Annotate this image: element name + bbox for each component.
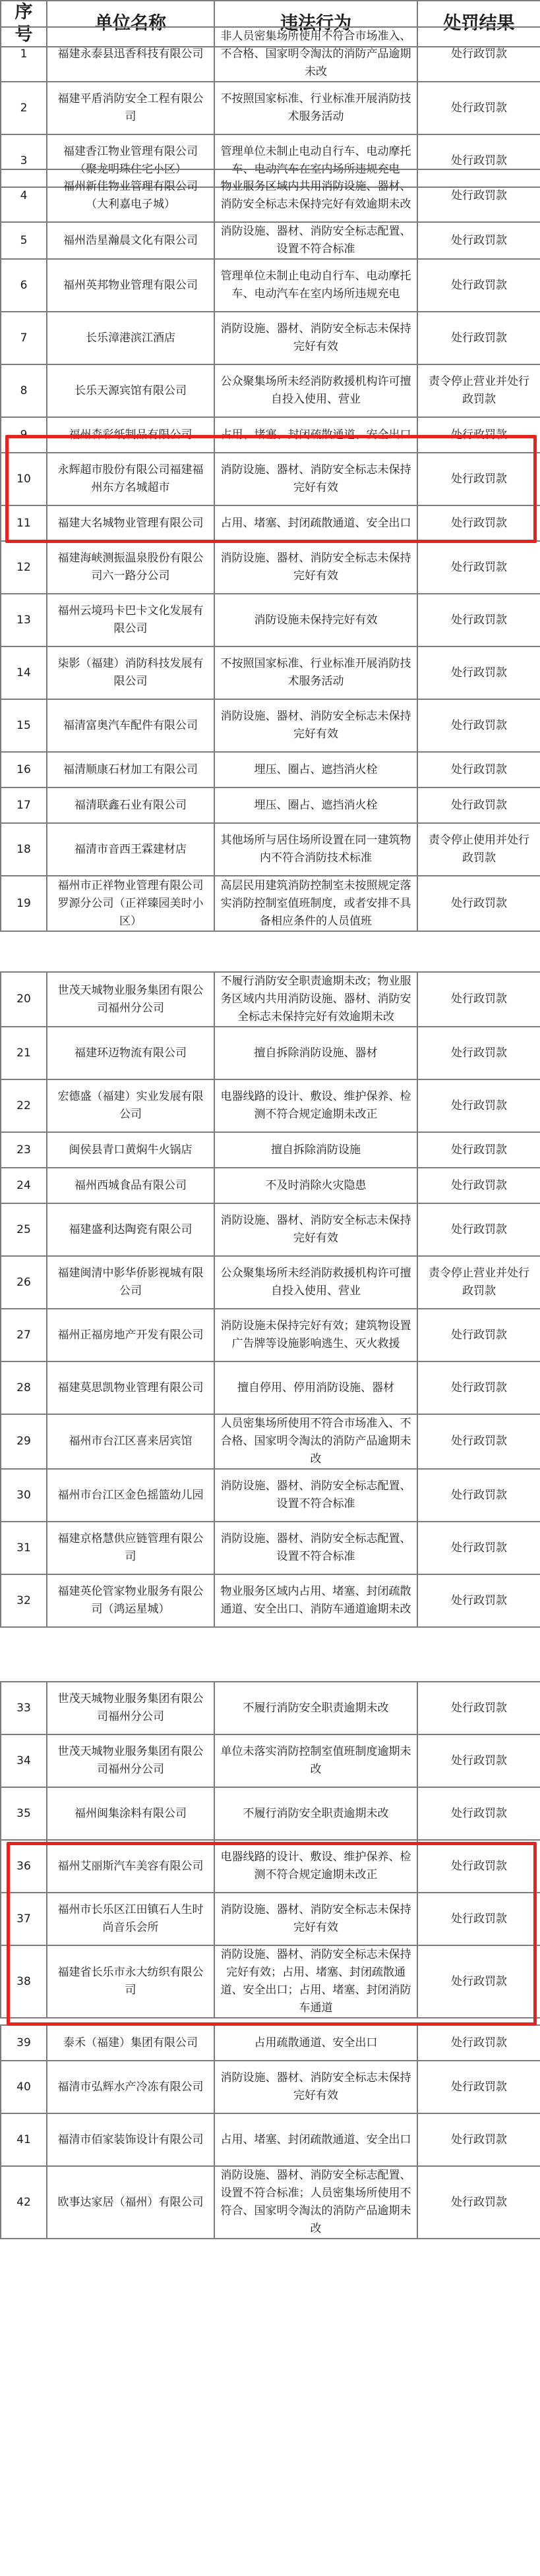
cell-penalty-result: 处行政罚款 bbox=[417, 1574, 540, 1627]
header-unit-name: 单位名称 bbox=[47, 1, 214, 47]
cell-unit-name: 福建环迈物流有限公司 bbox=[47, 1027, 214, 1079]
table-row bbox=[1, 222, 540, 259]
cell-unit-name: 福州西城食品有限公司 bbox=[47, 1168, 214, 1203]
cell-violation: 占用、堵塞、封闭疏散通道、安全出口 bbox=[214, 505, 417, 541]
cell-unit-name: 柒影（福建）消防科技发展有限公司 bbox=[47, 646, 214, 699]
cell-unit-name: 福建香江物业管理有限公司（聚龙明珠住宅小区） bbox=[47, 134, 214, 187]
cell-unit-name: 福州市台江区喜来居宾馆 bbox=[47, 1414, 214, 1469]
cell-violation: 不及时消除火灾隐患 bbox=[214, 1168, 417, 1203]
cell-unit-name: 福州闽集涂料有限公司 bbox=[47, 1787, 214, 1840]
table-row bbox=[1, 646, 540, 699]
cell-penalty-result: 处行政罚款 bbox=[417, 417, 540, 453]
cell-penalty-result: 责令停止营业并处行政罚款 bbox=[417, 364, 540, 417]
table-row bbox=[1, 1469, 540, 1522]
cell-unit-name: 宏德盛（福建）实业发展有限公司 bbox=[47, 1079, 214, 1132]
table-section bbox=[0, 169, 540, 932]
cell-unit-name: 福建闽清中影华侨影视城有限公司 bbox=[47, 1256, 214, 1309]
cell-unit-name: 福州云境玛卡巴卡文化发展有限公司 bbox=[47, 594, 214, 646]
cell-violation: 电器线路的设计、敷设、维护保养、检测不符合规定逾期未改正 bbox=[214, 1840, 417, 1893]
cell-unit-name: 福清市佰家装饰设计有限公司 bbox=[47, 2113, 214, 2166]
cell-unit-name: 福清市弘辉水产冷冻有限公司 bbox=[47, 2061, 214, 2113]
header-violation: 违法行为 bbox=[214, 1, 417, 47]
cell-serial-number: 30 bbox=[1, 1469, 47, 1522]
cell-penalty-result: 处行政罚款 bbox=[417, 312, 540, 364]
cell-violation: 消防设施、器材、消防安全标志未保持完好有效 bbox=[214, 1203, 417, 1256]
cell-serial-number: 42 bbox=[1, 2166, 47, 2239]
cell-penalty-result: 责令停止营业并处行政罚款 bbox=[417, 1256, 540, 1309]
cell-violation: 消防设施、器材、消防安全标志配置、设置不符合标准 bbox=[214, 1469, 417, 1522]
cell-serial-number: 13 bbox=[1, 594, 47, 646]
cell-penalty-result: 处行政罚款 bbox=[417, 2025, 540, 2061]
cell-violation: 不履行消防安全职责逾期未改 bbox=[214, 1682, 417, 1734]
cell-violation: 消防设施、器材、消防安全标志配置、设置不符合标准；人员密集场所使用不符合、国家明令淘汰的消防产品逾期未改 bbox=[214, 2166, 417, 2239]
cell-unit-name: 世茂天城物业服务集团有限公司福州分公司 bbox=[47, 1734, 214, 1787]
cell-violation: 埋压、圈占、遮挡消火栓 bbox=[214, 787, 417, 823]
cell-penalty-result: 处行政罚款 bbox=[417, 2061, 540, 2113]
table-row bbox=[1, 1361, 540, 1414]
table-section bbox=[0, 1681, 540, 2018]
cell-violation: 电器线路的设计、敷设、维护保养、检测不符合规定逾期未改正 bbox=[214, 1079, 417, 1132]
cell-penalty-result: 处行政罚款 bbox=[417, 1414, 540, 1469]
table-row bbox=[1, 312, 540, 364]
cell-serial-number: 2 bbox=[1, 82, 47, 134]
cell-serial-number: 24 bbox=[1, 1168, 47, 1203]
cell-violation: 公众聚集场所未经消防救援机构许可擅自投入使用、营业 bbox=[214, 364, 417, 417]
cell-penalty-result: 处行政罚款 bbox=[417, 1682, 540, 1734]
cell-penalty-result: 处行政罚款 bbox=[417, 646, 540, 699]
cell-penalty-result: 处行政罚款 bbox=[417, 1203, 540, 1256]
table-row bbox=[1, 1682, 540, 1734]
cell-violation: 管理单位未制止电动自行车、电动摩托车、电动汽车在室内场所违规充电 bbox=[214, 259, 417, 312]
cell-serial-number: 36 bbox=[1, 1840, 47, 1893]
cell-serial-number: 25 bbox=[1, 1203, 47, 1256]
cell-penalty-result: 处行政罚款 bbox=[417, 27, 540, 82]
cell-serial-number: 11 bbox=[1, 505, 47, 541]
cell-unit-name: 福州正福房地产开发有限公司 bbox=[47, 1309, 214, 1361]
table-row bbox=[1, 1256, 540, 1309]
table-row bbox=[1, 2061, 540, 2113]
cell-penalty-result: 处行政罚款 bbox=[417, 1027, 540, 1079]
cell-unit-name: 福建英伦管家物业服务有限公司（鸿运星城） bbox=[47, 1574, 214, 1627]
table-row bbox=[1, 1168, 540, 1203]
table-row bbox=[1, 1522, 540, 1574]
table-row bbox=[1, 1309, 540, 1361]
cell-serial-number: 6 bbox=[1, 259, 47, 312]
cell-violation: 消防设施、器材、消防安全标志未保持完好有效 bbox=[214, 1893, 417, 1945]
cell-unit-name: 福建省长乐市永大纺织有限公司 bbox=[47, 1945, 214, 2018]
cell-violation: 消防设施、器材、消防安全标志未保持完好有效；占用、堵塞、封闭疏散通道、安全出口；占用、堵塞、封闭消防车通道 bbox=[214, 1945, 417, 2018]
cell-violation: 消防设施、器材、消防安全标志未保持完好有效 bbox=[214, 699, 417, 752]
cell-unit-name: 福清顺康石材加工有限公司 bbox=[47, 752, 214, 787]
cell-penalty-result: 处行政罚款 bbox=[417, 2113, 540, 2166]
cell-serial-number: 8 bbox=[1, 364, 47, 417]
cell-penalty-result: 处行政罚款 bbox=[417, 134, 540, 187]
table-row bbox=[1, 1734, 540, 1787]
table-row bbox=[1, 1945, 540, 2018]
cell-unit-name: 世茂天城物业服务集团有限公司福州分公司 bbox=[47, 972, 214, 1027]
cell-serial-number: 19 bbox=[1, 876, 47, 931]
cell-penalty-result: 处行政罚款 bbox=[417, 82, 540, 134]
cell-unit-name: 福建海峡测振温泉股份有限公司六一路分公司 bbox=[47, 541, 214, 594]
table-row bbox=[1, 169, 540, 222]
cell-serial-number: 21 bbox=[1, 1027, 47, 1079]
cell-serial-number: 28 bbox=[1, 1361, 47, 1414]
cell-penalty-result: 处行政罚款 bbox=[417, 169, 540, 222]
table-row bbox=[1, 823, 540, 876]
cell-penalty-result: 处行政罚款 bbox=[417, 699, 540, 752]
cell-penalty-result: 处行政罚款 bbox=[417, 876, 540, 931]
cell-violation: 消防设施未保持完好有效；建筑物设置广告牌等设施影响逃生、灭火救援 bbox=[214, 1309, 417, 1361]
table-row bbox=[1, 594, 540, 646]
cell-serial-number: 27 bbox=[1, 1309, 47, 1361]
cell-violation: 消防设施、器材、消防安全标志未保持完好有效 bbox=[214, 541, 417, 594]
table-row bbox=[1, 787, 540, 823]
cell-penalty-result: 处行政罚款 bbox=[417, 752, 540, 787]
cell-serial-number: 33 bbox=[1, 1682, 47, 1734]
cell-violation: 不按照国家标准、行业标准开展消防技术服务活动 bbox=[214, 82, 417, 134]
cell-serial-number: 31 bbox=[1, 1522, 47, 1574]
cell-serial-number: 22 bbox=[1, 1079, 47, 1132]
cell-penalty-result: 处行政罚款 bbox=[417, 453, 540, 505]
cell-unit-name: 福建莫思凯物业管理有限公司 bbox=[47, 1361, 214, 1414]
table-row bbox=[1, 2113, 540, 2166]
cell-violation: 消防设施、器材、消防安全标志未保持完好有效 bbox=[214, 312, 417, 364]
cell-serial-number: 14 bbox=[1, 646, 47, 699]
table-row bbox=[1, 1079, 540, 1132]
cell-unit-name: 福州新佳物业管理有限公司（大利嘉电子城） bbox=[47, 169, 214, 222]
cell-serial-number: 39 bbox=[1, 2025, 47, 2061]
cell-violation: 单位未落实消防控制室值班制度逾期未改 bbox=[214, 1734, 417, 1787]
header-penalty-result: 处罚结果 bbox=[417, 1, 540, 47]
cell-penalty-result: 处行政罚款 bbox=[417, 541, 540, 594]
cell-violation: 占用疏散通道、安全出口 bbox=[214, 2025, 417, 2061]
cell-serial-number: 15 bbox=[1, 699, 47, 752]
cell-unit-name: 福州英邦物业管理有限公司 bbox=[47, 259, 214, 312]
table-row bbox=[1, 1132, 540, 1168]
table-row bbox=[1, 752, 540, 787]
cell-unit-name: 世茂天城物业服务集团有限公司福州分公司 bbox=[47, 1682, 214, 1734]
cell-penalty-result: 处行政罚款 bbox=[417, 594, 540, 646]
cell-unit-name: 长乐天源宾馆有限公司 bbox=[47, 364, 214, 417]
cell-violation: 消防设施、器材、消防安全标志未保持完好有效 bbox=[214, 2061, 417, 2113]
cell-violation: 非人员密集场所使用不符合市场准入、不合格、国家明令淘汰的消防产品逾期未改 bbox=[214, 27, 417, 82]
table-row bbox=[1, 541, 540, 594]
cell-violation: 消防设施未保持完好有效 bbox=[214, 594, 417, 646]
cell-violation: 埋压、圈占、遮挡消火栓 bbox=[214, 752, 417, 787]
cell-penalty-result: 处行政罚款 bbox=[417, 505, 540, 541]
cell-serial-number: 17 bbox=[1, 787, 47, 823]
table-row bbox=[1, 82, 540, 134]
cell-serial-number: 1 bbox=[1, 27, 47, 82]
table-row bbox=[1, 417, 540, 453]
cell-unit-name: 福州浩星瀚晨文化有限公司 bbox=[47, 222, 214, 259]
cell-penalty-result: 处行政罚款 bbox=[417, 1469, 540, 1522]
cell-serial-number: 35 bbox=[1, 1787, 47, 1840]
cell-unit-name: 长乐漳港滨江酒店 bbox=[47, 312, 214, 364]
table-row bbox=[1, 1893, 540, 1945]
table-row bbox=[1, 1203, 540, 1256]
cell-violation: 占用、堵塞、封闭疏散通道、安全出口 bbox=[214, 2113, 417, 2166]
cell-serial-number: 5 bbox=[1, 222, 47, 259]
cell-unit-name: 福建平盾消防安全工程有限公司 bbox=[47, 82, 214, 134]
cell-penalty-result: 处行政罚款 bbox=[417, 972, 540, 1027]
cell-violation: 高层民用建筑消防控制室未按照规定落实消防控制室值班制度，或者安排不具备相应条件的人员值班 bbox=[214, 876, 417, 931]
cell-violation: 物业服务区域内占用、堵塞、封闭疏散通道、安全出口、消防车通道逾期未改 bbox=[214, 1574, 417, 1627]
table-row bbox=[1, 876, 540, 931]
cell-violation: 不履行消防安全职责逾期未改；物业服务区域内共用消防设施、器材、消防安全标志未保持完好有效逾期未改 bbox=[214, 972, 417, 1027]
cell-unit-name: 福建京格慧供应链管理有限公司 bbox=[47, 1522, 214, 1574]
cell-serial-number: 23 bbox=[1, 1132, 47, 1168]
cell-unit-name: 福州市台江区金色摇篮幼儿园 bbox=[47, 1469, 214, 1522]
cell-violation: 消防设施、器材、消防安全标志配置、设置不符合标准 bbox=[214, 222, 417, 259]
cell-violation: 不履行消防安全职责逾期未改 bbox=[214, 1787, 417, 1840]
cell-serial-number: 4 bbox=[1, 169, 47, 222]
table-row bbox=[1, 699, 540, 752]
cell-serial-number: 34 bbox=[1, 1734, 47, 1787]
cell-serial-number: 3 bbox=[1, 134, 47, 187]
table-row bbox=[1, 364, 540, 417]
table-section bbox=[0, 2024, 540, 2239]
cell-penalty-result: 处行政罚款 bbox=[417, 222, 540, 259]
cell-serial-number: 10 bbox=[1, 453, 47, 505]
table-row bbox=[1, 1414, 540, 1469]
cell-penalty-result: 处行政罚款 bbox=[417, 1734, 540, 1787]
cell-unit-name: 福建大名城物业管理有限公司 bbox=[47, 505, 214, 541]
cell-penalty-result: 处行政罚款 bbox=[417, 1168, 540, 1203]
cell-unit-name: 福清富奥汽车配件有限公司 bbox=[47, 699, 214, 752]
cell-serial-number: 20 bbox=[1, 972, 47, 1027]
cell-unit-name: 福清市音西王霖建材店 bbox=[47, 823, 214, 876]
cell-unit-name: 福州市正祥物业管理有限公司罗源分公司（正祥臻园美时小区） bbox=[47, 876, 214, 931]
cell-unit-name: 福建盛利达陶瓷有限公司 bbox=[47, 1203, 214, 1256]
cell-unit-name: 永辉超市股份有限公司福建福州东方名城超市 bbox=[47, 453, 214, 505]
cell-violation: 物业服务区域内共用消防设施、器材、消防安全标志未保持完好有效逾期未改 bbox=[214, 169, 417, 222]
cell-violation: 其他场所与居住场所设置在同一建筑物内不符合消防技术标准 bbox=[214, 823, 417, 876]
cell-unit-name: 闽侯县青口黄焖牛火锅店 bbox=[47, 1132, 214, 1168]
cell-penalty-result: 处行政罚款 bbox=[417, 1079, 540, 1132]
cell-penalty-result: 处行政罚款 bbox=[417, 1893, 540, 1945]
table-row bbox=[1, 27, 540, 82]
cell-penalty-result: 处行政罚款 bbox=[417, 1945, 540, 2018]
table-row bbox=[1, 2166, 540, 2239]
table-row bbox=[1, 972, 540, 1027]
cell-unit-name: 福州艾丽斯汽车美容有限公司 bbox=[47, 1840, 214, 1893]
cell-penalty-result: 处行政罚款 bbox=[417, 1787, 540, 1840]
cell-serial-number: 16 bbox=[1, 752, 47, 787]
table-section bbox=[0, 971, 540, 1628]
cell-penalty-result: 处行政罚款 bbox=[417, 1522, 540, 1574]
cell-unit-name: 泰禾（福建）集团有限公司 bbox=[47, 2025, 214, 2061]
cell-unit-name: 欧事达家居（福州）有限公司 bbox=[47, 2166, 214, 2239]
cell-violation: 消防设施、器材、消防安全标志未保持完好有效 bbox=[214, 453, 417, 505]
cell-penalty-result: 处行政罚款 bbox=[417, 2166, 540, 2239]
cell-violation: 擅自拆除消防设施、器材 bbox=[214, 1027, 417, 1079]
cell-serial-number: 29 bbox=[1, 1414, 47, 1469]
cell-unit-name: 福建永泰县迅香科技有限公司 bbox=[47, 27, 214, 82]
cell-penalty-result: 处行政罚款 bbox=[417, 1361, 540, 1414]
cell-violation: 公众聚集场所未经消防救援机构许可擅自投入使用、营业 bbox=[214, 1256, 417, 1309]
cell-violation: 不按照国家标准、行业标准开展消防技术服务活动 bbox=[214, 646, 417, 699]
table-row bbox=[1, 453, 540, 505]
cell-unit-name: 福州森彩纸制品有限公司 bbox=[47, 417, 214, 453]
table-row bbox=[1, 1574, 540, 1627]
cell-penalty-result: 处行政罚款 bbox=[417, 259, 540, 312]
table-row bbox=[1, 1840, 540, 1893]
cell-unit-name: 福清联鑫石业有限公司 bbox=[47, 787, 214, 823]
cell-serial-number: 18 bbox=[1, 823, 47, 876]
cell-serial-number: 38 bbox=[1, 1945, 47, 2018]
cell-serial-number: 40 bbox=[1, 2061, 47, 2113]
cell-violation: 占用、堵塞、封闭疏散通道、安全出口 bbox=[214, 417, 417, 453]
cell-serial-number: 12 bbox=[1, 541, 47, 594]
header-serial-number: 序号 bbox=[1, 1, 47, 47]
table-row bbox=[1, 505, 540, 541]
cell-violation: 擅自停用、停用消防设施、器材 bbox=[214, 1361, 417, 1414]
table-row bbox=[1, 1027, 540, 1079]
cell-penalty-result: 处行政罚款 bbox=[417, 1840, 540, 1893]
cell-penalty-result: 处行政罚款 bbox=[417, 787, 540, 823]
cell-penalty-result: 责令停止使用并处行政罚款 bbox=[417, 823, 540, 876]
cell-unit-name: 福州市长乐区江田镇石人生时尚音乐会所 bbox=[47, 1893, 214, 1945]
cell-serial-number: 37 bbox=[1, 1893, 47, 1945]
cell-violation: 人员密集场所使用不符合市场准入、不合格、国家明令淘汰的消防产品逾期未改 bbox=[214, 1414, 417, 1469]
table-row bbox=[1, 1787, 540, 1840]
cell-penalty-result: 处行政罚款 bbox=[417, 1309, 540, 1361]
cell-penalty-result: 处行政罚款 bbox=[417, 1132, 540, 1168]
cell-violation: 消防设施、器材、消防安全标志配置、设置不符合标准 bbox=[214, 1522, 417, 1574]
cell-serial-number: 26 bbox=[1, 1256, 47, 1309]
cell-violation: 管理单位未制止电动自行车、电动摩托车、电动汽车在室内场所违规充电 bbox=[214, 134, 417, 187]
cell-serial-number: 7 bbox=[1, 312, 47, 364]
cell-serial-number: 32 bbox=[1, 1574, 47, 1627]
table-section bbox=[0, 26, 540, 188]
cell-violation: 擅自拆除消防设施 bbox=[214, 1132, 417, 1168]
cell-serial-number: 9 bbox=[1, 417, 47, 453]
table-row bbox=[1, 259, 540, 312]
table-row bbox=[1, 2025, 540, 2061]
cell-serial-number: 41 bbox=[1, 2113, 47, 2166]
